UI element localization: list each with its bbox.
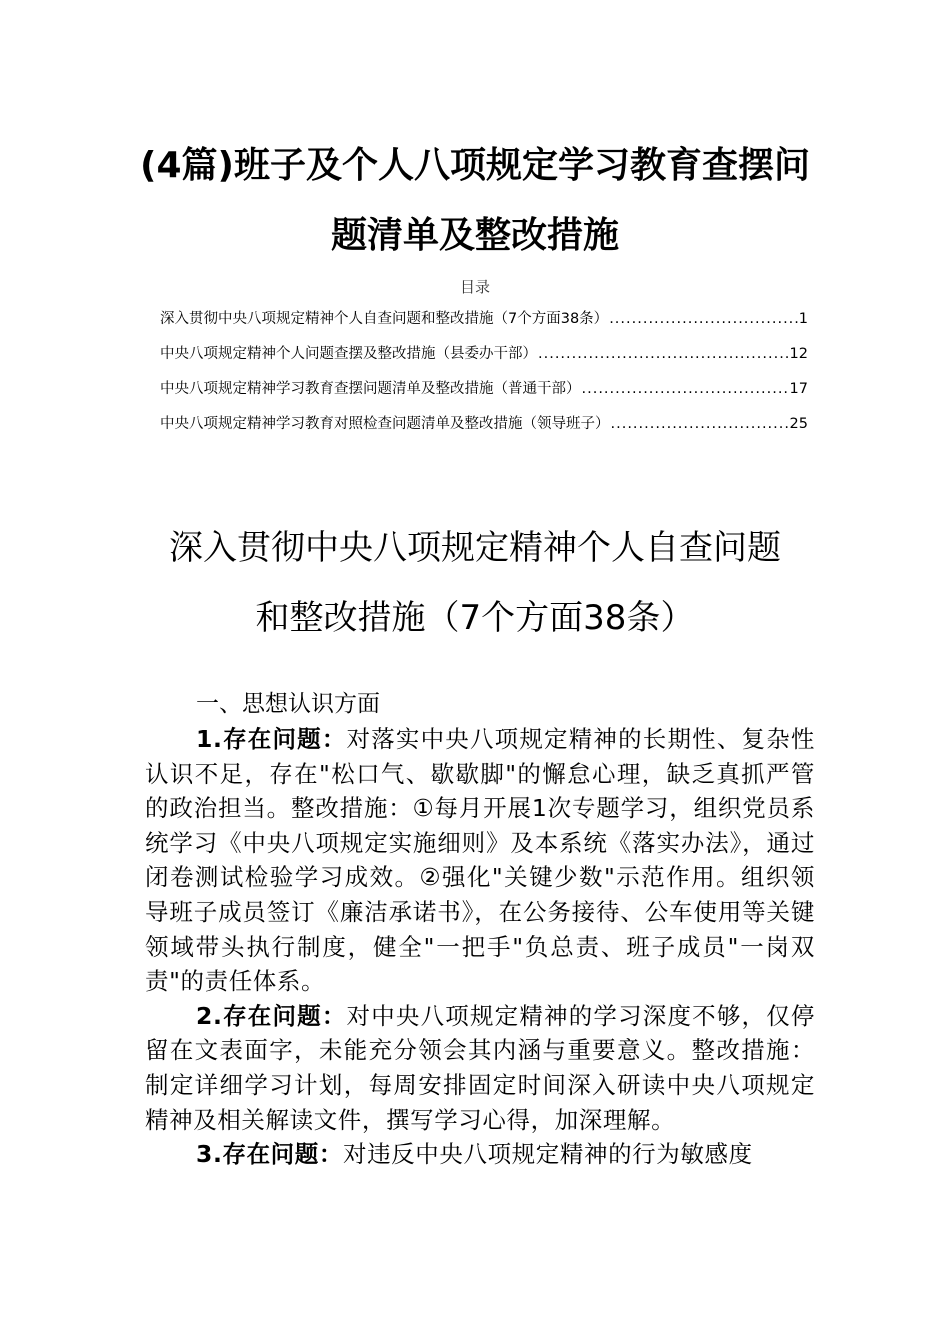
item-text: 对中央八项规定精神的学习深度不够，仅停留在文表面字，未能充分领会其内涵与重要意义。整改措施：制定详细学习计划，每周安排固定时间深入研读中央八项规定精神及相关解读文件，撰写学习心得，加深理解。 [145, 1001, 815, 1134]
toc-entry[interactable] [160, 380, 808, 398]
item-label: 1.存在问题： [196, 725, 347, 753]
section-title-line2: 和整改措施（7个方面38条） [255, 598, 695, 638]
table-of-contents [160, 310, 808, 450]
item-paragraph [145, 722, 815, 999]
item-text: 对违反中央八项规定精神的行为敏感度 [342, 1140, 753, 1169]
item-text: 对落实中央八项规定精神的长期性、复杂性认识不足，存在"松口气、歇歇脚"的懈怠心理，缺乏真抓严管的政治担当。整改措施：①每月开展1次专题学习，组织党员系统学习《中央八项规定实施细则》及本系统《落实办法》，通过闭卷测试检验学习成效。②强化"关键少数"示范作用。组织领导班子成员签订《廉洁承诺书》，在公务接待、公车使用等关键领域带头执行制度，健全"一把手"负总责、班子成员"一岗双责"的责任体系。 [145, 725, 815, 996]
item-label: 3.存在问题： [196, 1140, 343, 1169]
toc-entry-title: 中央八项规定精神学习教育对照检查问题清单及整改措施（领导班子） [160, 416, 610, 432]
main-title-line1: (4篇)班子及个人八项规定学习教育查摆问 [140, 145, 810, 186]
toc-leader-dots [611, 415, 789, 433]
section-heading: 一、思想认识方面 [196, 691, 380, 717]
toc-entry-page: 17 [789, 381, 808, 397]
main-title-line2: 题清单及整改措施 [330, 215, 619, 256]
item-label: 2.存在问题： [196, 1001, 347, 1030]
toc-entry-title: 中央八项规定精神个人问题查摆及整改措施（县委办干部） [160, 346, 537, 362]
toc-leader-dots [582, 380, 789, 398]
section-title-line1: 深入贯彻中央八项规定精神个人自查问题 [169, 528, 781, 568]
toc-heading: 目录 [459, 278, 490, 296]
toc-entry-title: 中央八项规定精神学习教育查摆问题清单及整改措施（普通干部） [160, 381, 581, 397]
item-paragraph [145, 999, 815, 1137]
toc-leader-dots [538, 345, 789, 363]
item-paragraph [145, 1137, 815, 1172]
toc-entry-page: 25 [789, 416, 808, 432]
toc-entry[interactable] [160, 415, 808, 433]
toc-entry-page: 12 [789, 346, 808, 362]
toc-leader-dots [609, 310, 798, 328]
toc-entry[interactable] [160, 345, 808, 363]
toc-entry-title: 深入贯彻中央八项规定精神个人自查问题和整改措施（7个方面38条） [160, 311, 609, 327]
toc-entry[interactable] [160, 310, 808, 328]
body-text [145, 722, 815, 1172]
toc-entry-page: 1 [798, 311, 808, 327]
